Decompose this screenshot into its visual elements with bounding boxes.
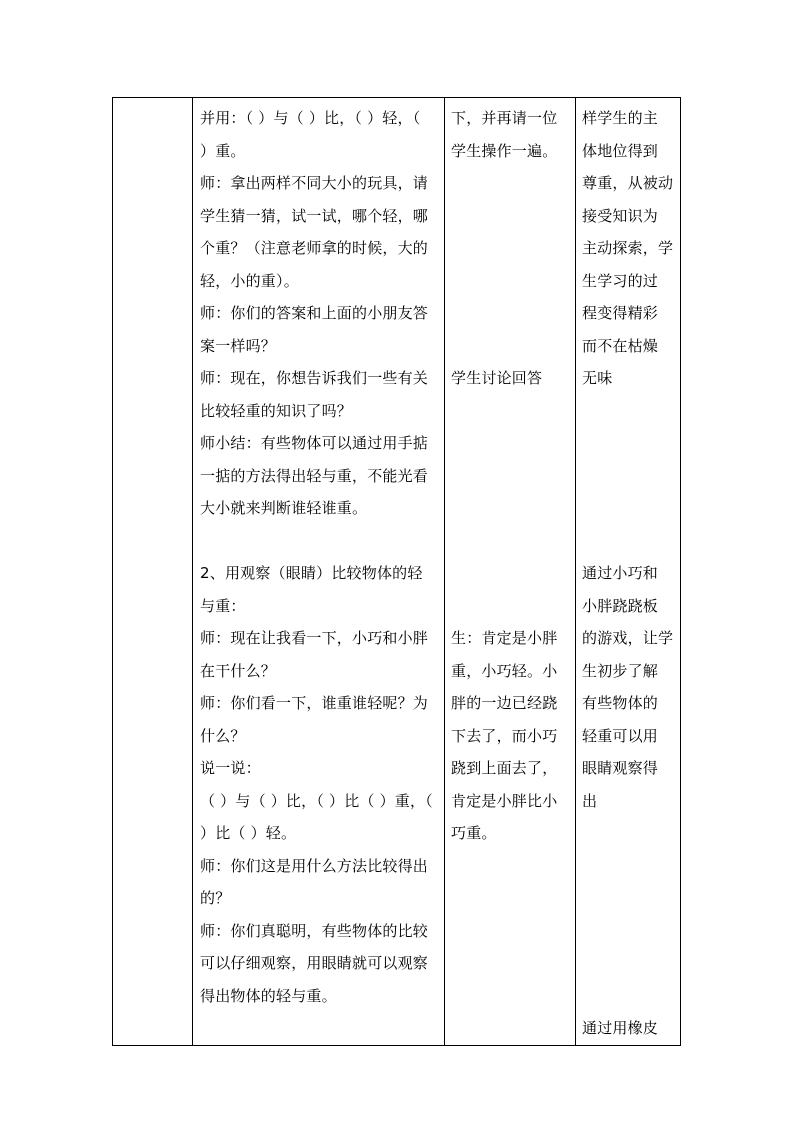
- blank-line: [451, 395, 569, 428]
- text-line: ）重。: [200, 141, 246, 160]
- teacher-activity-text: [193, 98, 444, 1012]
- blank-line: [200, 525, 437, 558]
- text-line: 一掂的方法得出轻与重，不能光看: [200, 466, 429, 485]
- blank-line: [451, 167, 569, 200]
- student-activity-cell: [445, 98, 576, 1046]
- text-line: 尊重，从被动: [582, 174, 674, 192]
- text-line: 师：现在，你想告诉我们一些有关: [200, 369, 429, 387]
- text-line: 学生讨论回答: [451, 369, 543, 387]
- text-line: 生学习的过: [582, 271, 659, 290]
- blank-line: [451, 330, 569, 363]
- blank-line: [451, 525, 569, 558]
- text-line: 跷到上面去了，: [451, 759, 558, 777]
- text-line: 轻重可以用: [582, 726, 659, 745]
- blank-line: [451, 460, 569, 493]
- design-intent-text: [576, 98, 680, 1045]
- blank-line: [582, 817, 675, 850]
- text-line: 并用：（ ）与（ ）比，（ ）轻，（: [200, 109, 421, 127]
- blank-line: [582, 525, 675, 558]
- text-line: 轻，小的重）。: [200, 271, 299, 290]
- text-line: 在干什么？: [200, 661, 277, 680]
- section-column-cell: [113, 98, 193, 1046]
- text-line: 巧重。: [451, 824, 497, 842]
- text-line: ）比（ ）轻。: [200, 824, 297, 842]
- text-line: 下去了，而小巧: [451, 726, 558, 745]
- text-line: 肯定是小胖比小: [451, 791, 558, 810]
- text-line: 胖的一边已经跷: [451, 694, 558, 712]
- blank-line: [451, 590, 569, 623]
- blank-line: [451, 557, 569, 590]
- blank-line: [582, 395, 675, 428]
- blank-line: [582, 947, 675, 980]
- blank-line: [451, 200, 569, 233]
- blank-line: [451, 232, 569, 265]
- text-line: 眼睛观察得: [582, 759, 659, 777]
- text-line: 而不在枯燥: [582, 336, 659, 355]
- blank-line: [582, 850, 675, 883]
- text-line: 可以仔细观察，用眼睛就可以观察: [200, 954, 429, 972]
- blank-line: [582, 980, 675, 1013]
- blank-line: [582, 460, 675, 493]
- text-line: 有些物体的: [582, 694, 659, 712]
- text-line: 师：你们看一下，谁重谁轻呢？为: [200, 694, 429, 712]
- text-line: 重，小巧轻。小: [451, 661, 558, 680]
- text-line: 通过小巧和: [582, 564, 659, 582]
- blank-line: [451, 492, 569, 525]
- text-line: 2、用观察（眼睛）比较物体的轻: [200, 564, 423, 582]
- text-line: 小胖跷跷板: [582, 596, 659, 615]
- teacher-activity-cell: [193, 98, 445, 1046]
- text-line: 说一说：: [200, 759, 261, 777]
- text-line: 得出物体的轻与重。: [200, 986, 337, 1005]
- design-intent-cell: [576, 98, 681, 1046]
- text-line: 无味: [582, 369, 613, 387]
- table-row: [113, 98, 681, 1046]
- text-line: 个重？（注意老师拿的时候，大的: [200, 239, 429, 257]
- blank-line: [451, 427, 569, 460]
- text-line: 接受知识为: [582, 206, 659, 225]
- text-line: 师：你们的答案和上面的小朋友答: [200, 304, 429, 322]
- text-line: 出: [582, 791, 598, 810]
- text-line: 大小就来判断谁轻谁重。: [200, 499, 368, 517]
- blank-line: [451, 297, 569, 330]
- text-line: 师：现在让我看一下，小巧和小胖: [200, 629, 429, 647]
- text-line: 程变得精彩: [582, 304, 659, 322]
- lesson-plan-table: [112, 97, 681, 1046]
- text-line: 师：你们真聪明，有些物体的比较: [200, 921, 429, 940]
- text-line: 下，并再请一位: [451, 109, 558, 127]
- text-line: 学生猜一猜，试一试，哪个轻，哪: [200, 206, 429, 225]
- text-line: （ ）与（ ）比，（ ）比（ ）重，（: [200, 791, 433, 810]
- text-line: 的游戏，让学: [582, 629, 674, 647]
- text-line: 生初步了解: [582, 661, 659, 680]
- student-activity-text: [445, 98, 575, 850]
- text-line: 体地位得到: [582, 141, 659, 160]
- text-line: 学生操作一遍。: [451, 141, 558, 160]
- text-line: 主动探索，学: [582, 239, 674, 257]
- blank-line: [451, 265, 569, 298]
- text-line: 什么？: [200, 726, 246, 745]
- text-line: 通过用橡皮: [582, 1019, 659, 1037]
- text-line: 师：你们这是用什么方法比较得出: [200, 856, 429, 875]
- text-line: 师：拿出两样不同大小的玩具，请: [200, 174, 429, 192]
- text-line: 的？: [200, 889, 231, 907]
- text-line: 与重：: [200, 596, 246, 615]
- text-line: 师小结：有些物体可以通过用手掂: [200, 434, 429, 452]
- text-line: 生：肯定是小胖: [451, 629, 558, 647]
- blank-line: [582, 882, 675, 915]
- text-line: 案一样吗？: [200, 336, 277, 355]
- text-line: 比较轻重的知识了吗？: [200, 401, 353, 420]
- blank-line: [582, 492, 675, 525]
- blank-line: [582, 915, 675, 948]
- text-line: 样学生的主: [582, 109, 659, 127]
- blank-line: [582, 427, 675, 460]
